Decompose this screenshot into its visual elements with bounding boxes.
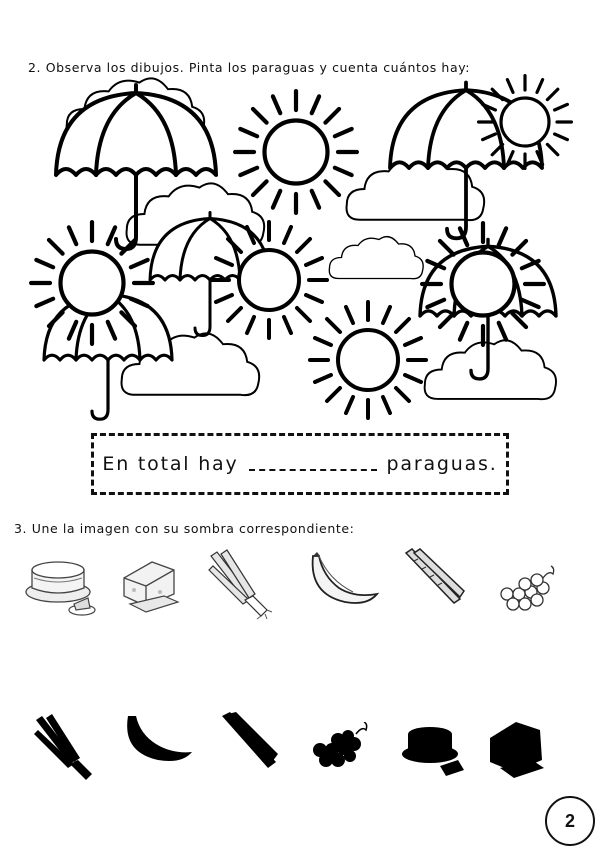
- page-number: 2: [545, 796, 595, 846]
- exercise-3-instruction: 3. Une la imagen con su sombra correspondiente:: [14, 521, 355, 536]
- exercise-2-instruction: 2. Observa los dibujos. Pinta los paraguas y cuenta cuántos hay:: [28, 60, 471, 75]
- answer-blank[interactable]: [249, 469, 377, 471]
- grapes-shadow[interactable]: [310, 722, 374, 770]
- sun: [422, 223, 544, 345]
- green-onions-image[interactable]: [205, 548, 275, 620]
- banana-shadow[interactable]: [120, 712, 194, 764]
- sun: [235, 91, 357, 213]
- sun: [211, 222, 327, 338]
- cloud: [329, 237, 423, 279]
- banana-image[interactable]: [305, 550, 381, 610]
- asparagus-image[interactable]: [400, 547, 470, 613]
- sun: [310, 302, 426, 418]
- answer-sentence-end: paraguas.: [386, 453, 498, 475]
- green-onions-shadow[interactable]: [30, 712, 98, 782]
- answer-sentence-start: En total hay: [102, 453, 239, 475]
- asparagus-shadow[interactable]: [216, 710, 280, 776]
- cheese-image[interactable]: [116, 552, 188, 618]
- grapes-image[interactable]: [497, 564, 561, 616]
- cheese-shadow[interactable]: [484, 716, 548, 780]
- cake-image[interactable]: [22, 552, 102, 620]
- weather-scene: [0, 70, 600, 430]
- cake-shadow[interactable]: [400, 722, 468, 778]
- sun: [479, 76, 572, 169]
- answer-box: [91, 433, 509, 495]
- cloud: [425, 340, 556, 399]
- sun: [31, 222, 153, 344]
